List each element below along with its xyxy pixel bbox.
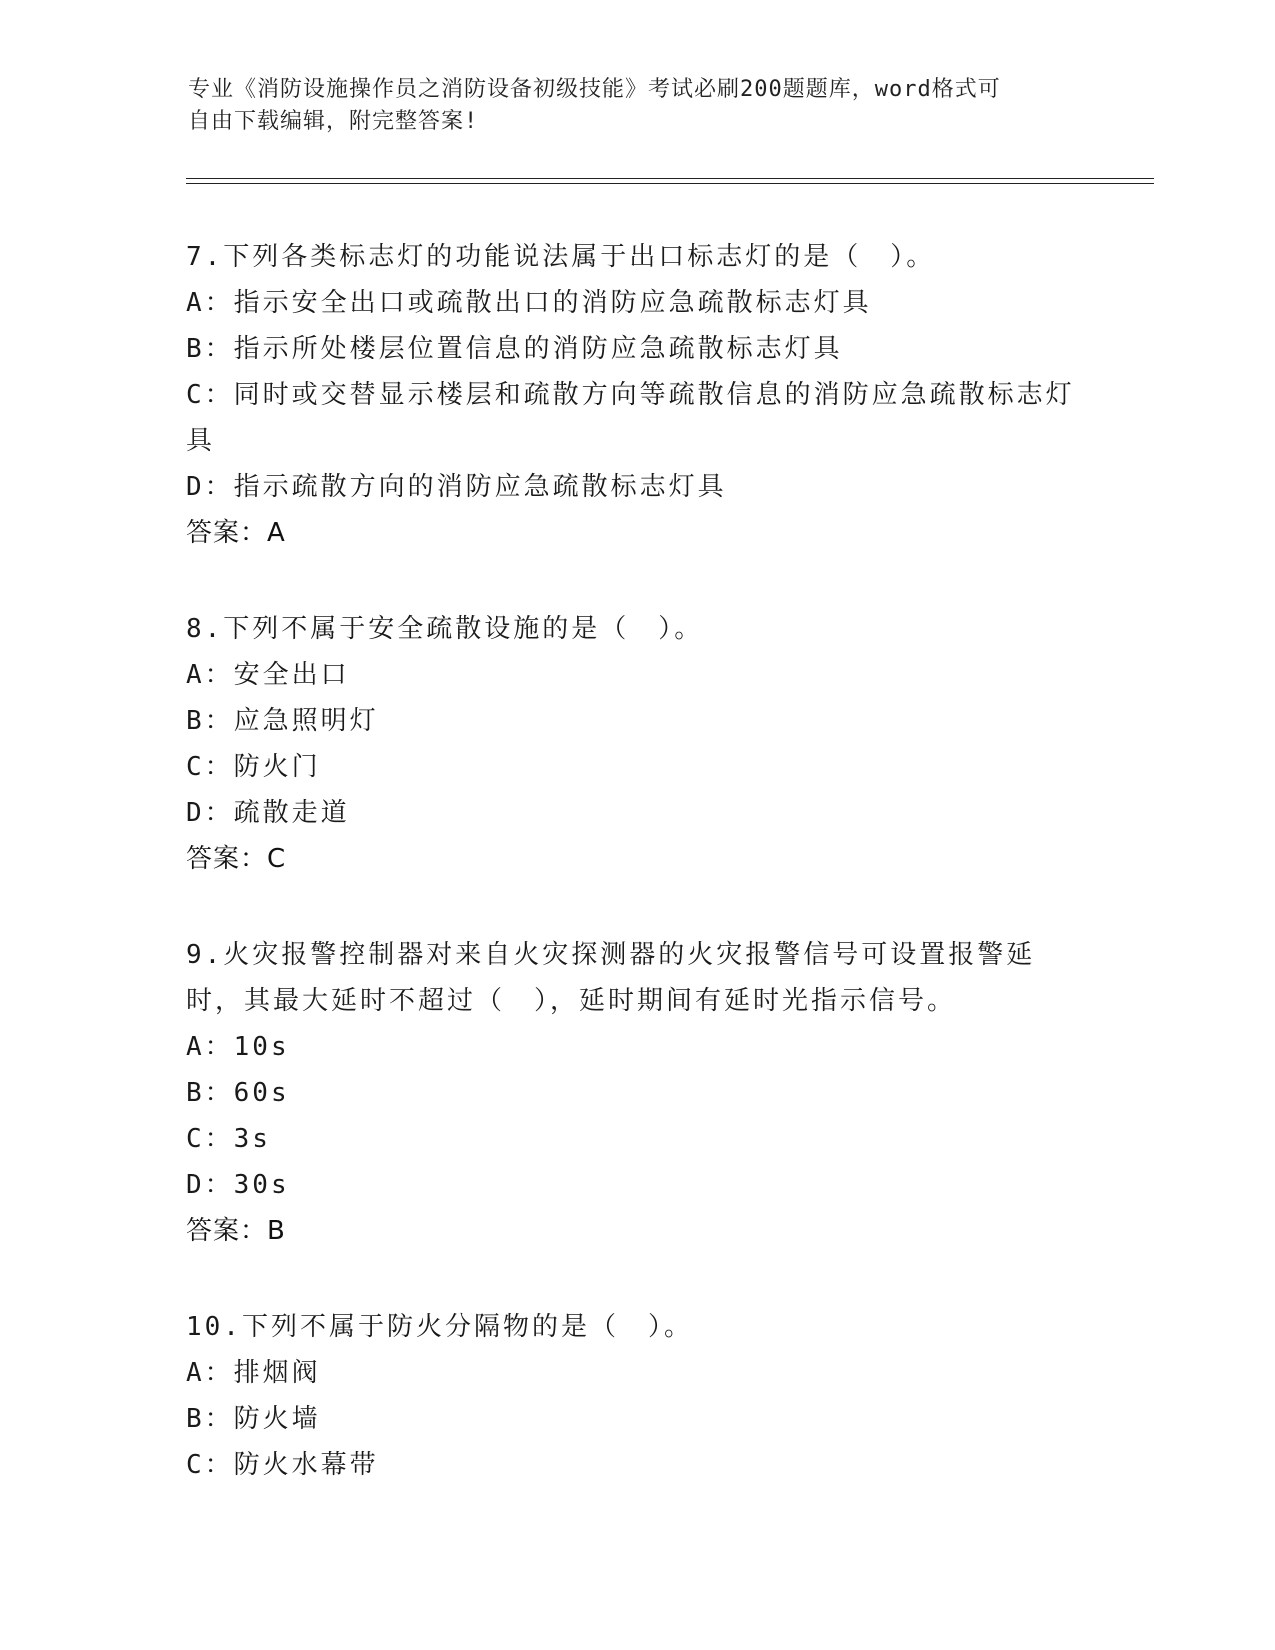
option-d: D：指示疏散方向的消防应急疏散标志灯具 — [186, 472, 727, 502]
option-d: D：疏散走道 — [186, 798, 350, 828]
header-divider-bottom — [186, 183, 1154, 184]
option-c: C：防火水幕带 — [186, 1450, 379, 1480]
option-c: C：防火门 — [186, 752, 321, 782]
option-a: A：指示安全出口或疏散出口的消防应急疏散标志灯具 — [186, 288, 872, 318]
question-10 — [186, 1304, 1086, 1488]
question-8 — [186, 606, 1086, 882]
question-9 — [186, 932, 1086, 1254]
question-7 — [186, 234, 1086, 556]
option-c: C：3s — [186, 1124, 271, 1154]
question-stem: 7.下列各类标志灯的功能说法属于出口标志灯的是（ ）。 — [186, 242, 936, 272]
document-header — [188, 74, 1068, 138]
header-line-2: 自由下载编辑，附完整答案! — [188, 109, 479, 134]
header-line-1: 专业《消防设施操作员之消防设备初级技能》考试必刷200题题库，word格式可 — [188, 77, 1001, 102]
option-d: D：30s — [186, 1170, 290, 1200]
answer-label: 答案：A — [186, 518, 286, 548]
answer-label: 答案：B — [186, 1216, 286, 1246]
option-b: B：应急照明灯 — [186, 706, 379, 736]
question-list — [186, 234, 1086, 1538]
header-divider-top — [186, 178, 1154, 179]
option-b: B：60s — [186, 1078, 290, 1108]
option-a: A：安全出口 — [186, 660, 350, 690]
question-stem: 10.下列不属于防火分隔物的是（ ）。 — [186, 1312, 693, 1342]
option-a: A：排烟阀 — [186, 1358, 321, 1388]
option-a: A：10s — [186, 1032, 290, 1062]
answer-label: 答案：C — [186, 844, 287, 874]
question-stem: 9.火灾报警控制器对来自火灾探测器的火灾报警信号可设置报警延时，其最大延时不超过（ ），延时期间有延时光指示信号。 — [186, 940, 1036, 1016]
option-b: B：防火墙 — [186, 1404, 321, 1434]
option-c: C：同时或交替显示楼层和疏散方向等疏散信息的消防应急疏散标志灯具 — [186, 380, 1075, 456]
question-stem: 8.下列不属于安全疏散设施的是（ ）。 — [186, 614, 704, 644]
option-b: B：指示所处楼层位置信息的消防应急疏散标志灯具 — [186, 334, 843, 364]
